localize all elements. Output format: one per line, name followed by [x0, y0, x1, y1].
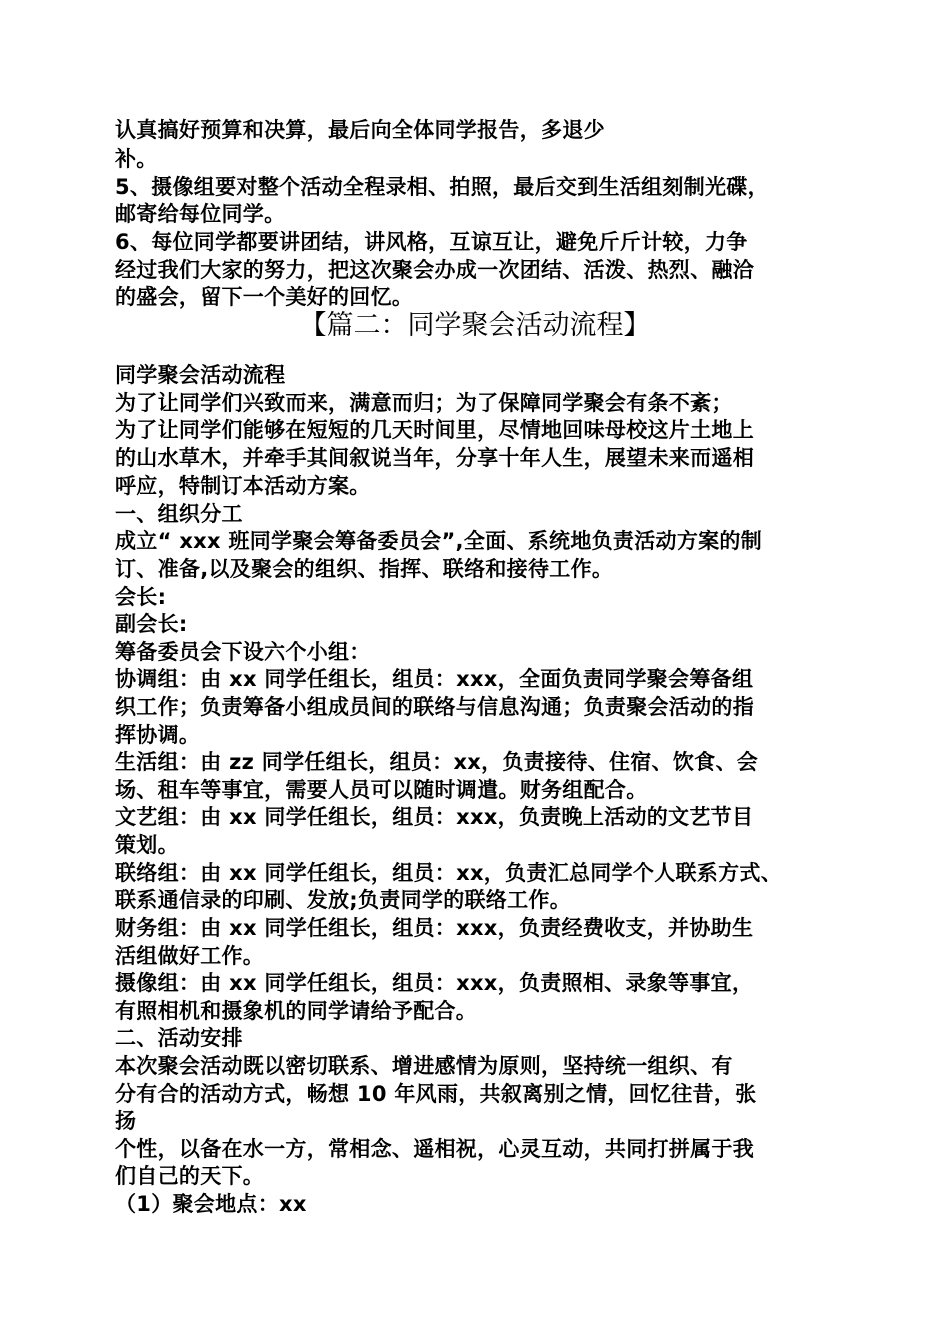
text-line: 经过我们大家的努力，把这次聚会办成一次团结、活泼、热烈、融洽: [115, 258, 754, 282]
text-line: 生活组：由 zz 同学任组长，组员：xx，负责接待、住宿、饮食、会: [115, 750, 759, 774]
text-line: 联络组：由 xx 同学任组长，组员：xx，负责汇总同学个人联系方式、: [115, 861, 783, 885]
text-line: 们自己的天下。: [115, 1164, 265, 1188]
text-line: 文艺组：由 xx 同学任组长，组员：xxx，负责晚上活动的文艺节目: [115, 805, 754, 829]
section-title: 二、活动安排: [115, 1026, 243, 1050]
text-line: 本次聚会活动既以密切联系、增进感情为原则，坚持统一组织、有: [115, 1054, 733, 1078]
text-line: 成立“ xxx 班同学聚会筹备委员会”,全面、系统地负责活动方案的制: [115, 529, 763, 553]
text-line: 订、准备,以及聚会的组织、指挥、联络和接待工作。: [115, 557, 614, 581]
text-line: 会长:: [115, 585, 167, 609]
text-line: 有照相机和摄象机的同学请给予配合。: [115, 999, 478, 1023]
section-title: 一、组织分工: [115, 502, 243, 526]
text-line: 场、租车等事宜，需要人员可以随时调遣。财务组配合。: [115, 778, 648, 802]
subtitle-line: 同学聚会活动流程: [115, 363, 286, 387]
text-line: （1）聚会地点：xx: [115, 1192, 307, 1216]
text-line: 5、摄像组要对整个活动全程录相、拍照，最后交到生活组刻制光碟，: [115, 175, 769, 199]
text-line: 织工作；负责筹备小组成员间的联络与信息沟通；负责聚会活动的指: [115, 695, 754, 719]
text-line: 呼应，特制订本活动方案。: [115, 474, 371, 498]
text-line: 邮寄给每位同学。: [115, 202, 286, 226]
text-line: 的山水草木，并牵手其间叙说当年，分享十年人生，展望未来而遥相: [115, 446, 754, 470]
text-line: 为了让同学们兴致而来，满意而归；为了保障同学聚会有条不紊；: [115, 391, 733, 415]
text-line: 联系通信录的印刷、发放;负责同学的联络工作。: [115, 888, 571, 912]
text-line: 分有合的活动方式，畅想 10 年风雨，共叙离别之情，回忆往昔，张: [115, 1082, 757, 1106]
text-line: 策划。: [115, 833, 179, 857]
text-line: 副会长:: [115, 612, 188, 636]
text-line: 协调组：由 xx 同学任组长，组员：xxx，全面负责同学聚会筹备组: [115, 667, 754, 691]
text-line: 活组做好工作。: [115, 944, 265, 968]
text-line: 补。: [115, 147, 158, 171]
text-line: 6、每位同学都要讲团结，讲风格，互谅互让，避免斤斤计较，力争: [115, 230, 748, 254]
text-line: 挥协调。: [115, 723, 201, 747]
text-line: 财务组：由 xx 同学任组长，组员：xxx，负责经费收支，并协助生: [115, 916, 754, 940]
text-line: 的盛会，留下一个美好的回忆。: [115, 285, 414, 309]
section-heading: 【篇二：同学聚会活动流程】: [299, 310, 651, 341]
text-line: 个性，以备在水一方，常相念、遥相祝，心灵互动，共同打拼属于我: [115, 1137, 754, 1161]
text-line: 为了让同学们能够在短短的几天时间里，尽情地回味母校这片土地上: [115, 418, 754, 442]
text-line: 扬: [115, 1109, 137, 1133]
text-line: 筹备委员会下设六个小组：: [115, 640, 371, 664]
text-line: 摄像组：由 xx 同学任组长，组员：xxx，负责照相、录象等事宜，: [115, 971, 754, 995]
text-line: 认真搞好预算和决算，最后向全体同学报告，多退少: [115, 118, 605, 142]
